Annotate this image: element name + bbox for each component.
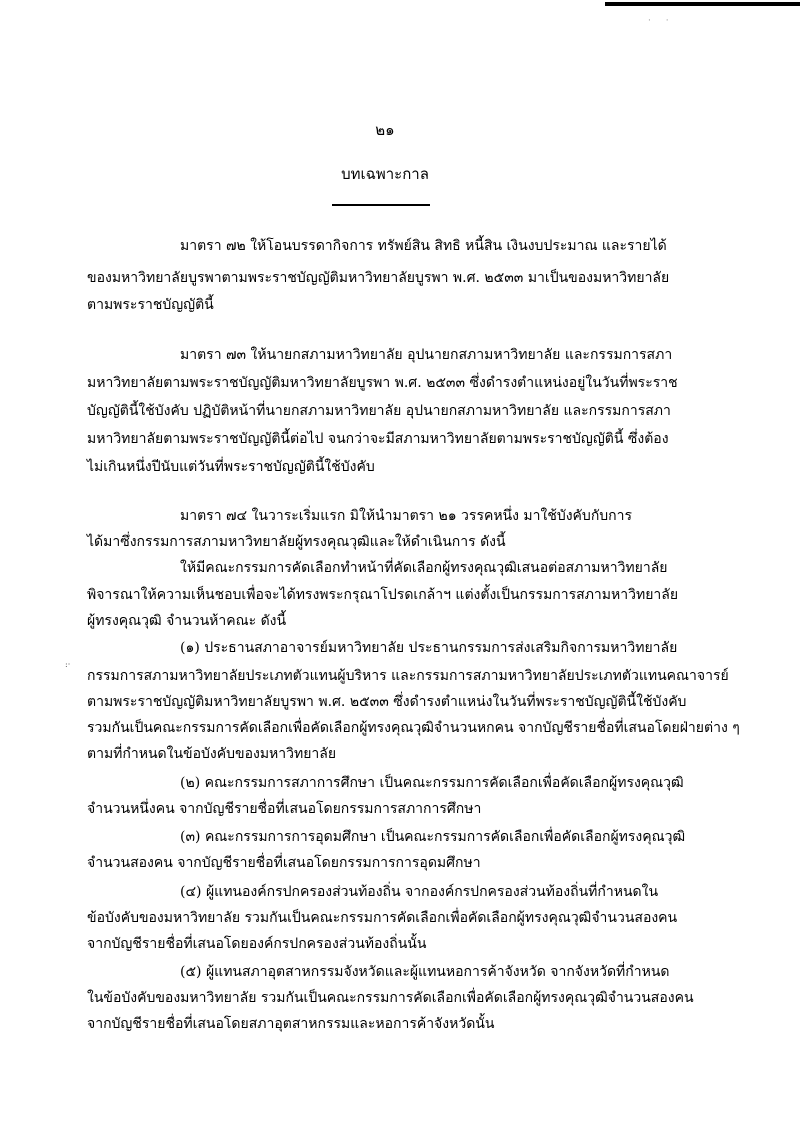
scan-edge-mark: [605, 2, 800, 6]
text-line: จำนวนสองคน จากบัญชีรายชื่อที่เสนอโดยกรรมการการอุดมศึกษา: [87, 855, 481, 871]
section-title: บทเฉพาะกาล: [341, 165, 429, 183]
text-line: ตามพระราชบัญญัติมหาวิทยาลัยบูรพา พ.ศ. ๒๕๓๓ ซึ่งดำรงตำแหน่งในวันที่พระราชบัญญัตินี้ใช้บังคับ: [87, 694, 687, 710]
title-underline: [332, 204, 430, 206]
text-line: จำนวนหนึ่งคน จากบัญชีรายชื่อที่เสนอโดยกรรมการสภาการศึกษา: [87, 801, 482, 817]
scan-specks: · ·: [648, 16, 675, 26]
text-line: ตามที่กำหนดในข้อบังคับของมหาวิทยาลัย: [87, 746, 337, 762]
text-line: ในข้อบังคับของมหาวิทยาลัย รวมกันเป็นคณะกรรมการคัดเลือกเพื่อคัดเลือกผู้ทรงคุณวุฒิจำนวนสองคน: [87, 990, 694, 1006]
text-line: มาตรา ๗๓ ให้นายกสภามหาวิทยาลัย อุปนายกสภามหาวิทยาลัย และกรรมการสภา: [180, 347, 673, 363]
text-line: ไม่เกินหนึ่งปีนับแต่วันที่พระราชบัญญัตินี้ใช้บังคับ: [87, 459, 375, 475]
text-line: มหาวิทยาลัยตามพระราชบัญญัติมหาวิทยาลัยบูรพา พ.ศ. ๒๕๓๓ ซึ่งดำรงตำแหน่งอยู่ในวันที่พระราช: [87, 375, 678, 391]
text-line: รวมกันเป็นคณะกรรมการคัดเลือกเพื่อคัดเลือกผู้ทรงคุณวุฒิจำนวนหกคน จากบัญชีรายชื่อที่เสนอโดยฝ่ายต่าง ๆ: [87, 720, 740, 736]
text-line: (๓) คณะกรรมการการอุดมศึกษา เป็นคณะกรรมการคัดเลือกเพื่อคัดเลือกผู้ทรงคุณวุฒิ: [180, 829, 686, 845]
text-line: กรรมการสภามหาวิทยาลัยประเภทตัวแทนผู้บริหาร และกรรมการสภามหาวิทยาลัยประเภทตัวแทนคณาจารย์: [87, 668, 729, 684]
text-line: บัญญัตินี้ใช้บังคับ ปฏิบัติหน้าที่นายกสภามหาวิทยาลัย อุปนายกสภามหาวิทยาลัย และกรรมการสภา: [87, 403, 671, 419]
text-line: (๒) คณะกรรมการสภาการศึกษา เป็นคณะกรรมการคัดเลือกเพื่อคัดเลือกผู้ทรงคุณวุฒิ: [180, 775, 684, 791]
text-line: (๑) ประธานสภาอาจารย์มหาวิทยาลัย ประธานกรรมการส่งเสริมกิจการมหาวิทยาลัย: [180, 640, 678, 656]
text-line: มาตรา ๗๒ ให้โอนบรรดากิจการ ทรัพย์สิน สิทธิ หนี้สิน เงินงบประมาณ และรายได้: [180, 238, 667, 254]
text-line: ให้มีคณะกรรมการคัดเลือกทำหน้าที่คัดเลือกผู้ทรงคุณวุฒิเสนอต่อสภามหาวิทยาลัย: [180, 560, 668, 576]
text-line: จากบัญชีรายชื่อที่เสนอโดยสภาอุตสาหกรรมและหอการค้าจังหวัดนั้น: [87, 1016, 495, 1032]
text-line: พิจารณาให้ความเห็นชอบเพื่อจะได้ทรงพระกรุณาโปรดเกล้าฯ แต่งตั้งเป็นกรรมการสภามหาวิทยาลัย: [87, 587, 679, 603]
scan-speck: :·: [65, 660, 71, 669]
text-line: ข้อบังคับของมหาวิทยาลัย รวมกันเป็นคณะกรรมการคัดเลือกเพื่อคัดเลือกผู้ทรงคุณวุฒิจำนวนสองคน: [87, 910, 678, 926]
text-line: ตามพระราชบัญญัตินี้: [87, 297, 214, 313]
text-line: ได้มาซึ่งกรรมการสภามหาวิทยาลัยผู้ทรงคุณวุฒิและให้ดำเนินการ ดังนี้: [87, 534, 506, 550]
text-line: ผู้ทรงคุณวุฒิ จำนวนห้าคณะ ดังนี้: [87, 613, 287, 629]
text-line: มาตรา ๗๔ ในวาระเริ่มแรก มิให้นำมาตรา ๒๑ วรรคหนึ่ง มาใช้บังคับกับการ: [180, 508, 633, 524]
text-line: มหาวิทยาลัยตามพระราชบัญญัตินี้ต่อไป จนกว่าจะมีสภามหาวิทยาลัยตามพระราชบัญญัตินี้ ซึ่งต้อง: [87, 431, 669, 447]
page-number: ๒๑: [375, 121, 395, 139]
text-line: จากบัญชีรายชื่อที่เสนอโดยองค์กรปกครองส่วนท้องถิ่นนั้น: [87, 936, 427, 952]
text-line: ของมหาวิทยาลัยบูรพาตามพระราชบัญญัติมหาวิทยาลัยบูรพา พ.ศ. ๒๕๓๓ มาเป็นของมหาวิทยาลัย: [87, 270, 670, 286]
text-line: (๔) ผู้แทนองค์กรปกครองส่วนท้องถิ่น จากองค์กรปกครองส่วนท้องถิ่นที่กำหนดใน: [180, 884, 659, 900]
text-line: (๕) ผู้แทนสภาอุตสาหกรรมจังหวัดและผู้แทนหอการค้าจังหวัด จากจังหวัดที่กำหนด: [180, 964, 670, 980]
